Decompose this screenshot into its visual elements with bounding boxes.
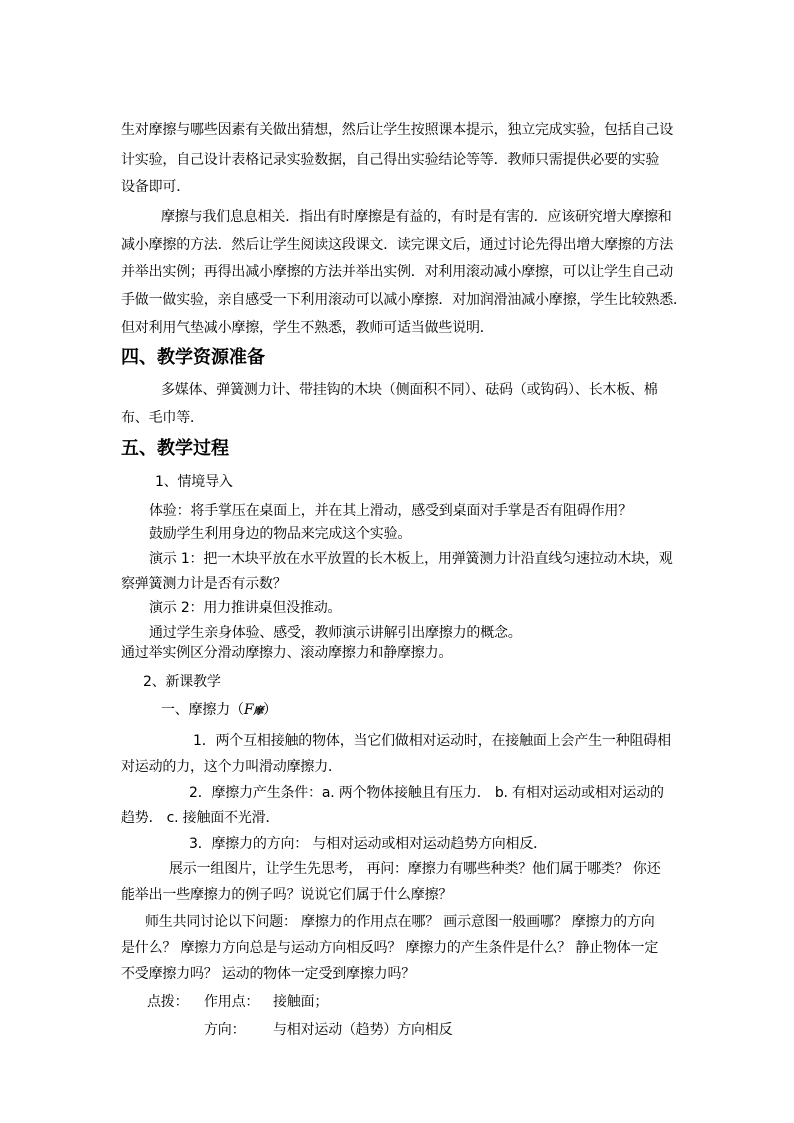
zuoyong-value: 接触面； [273,994,329,1010]
tongguo-line-1: 通过学生亲身体验、感受，教师演示讲解引出摩擦力的概念。 [149,625,522,641]
discuss-line-1: 师生共同讨论以下问题： 摩擦力的作用点在哪？ 画示意图一般画哪？ 摩擦力的方向 [145,914,655,930]
dianbo-label: 点拨： [147,994,189,1010]
demo-1-line-2: 察弹簧测力计是否有示数？ [121,576,287,592]
tiyan-line: 体验：将手掌压在桌面上，并在其上滑动，感受到桌面对手掌是否有阻碍作用？ [149,503,632,519]
friction-title-prefix: 一、摩擦力（ [161,702,244,718]
section-4-line-2: 布、毛巾等． [121,410,204,426]
paragraph-2-line-2: 减小摩擦的方法．然后让学生阅读这段课文．读完课文后，通过讨论先得出增大摩擦的方法 [121,237,673,253]
friction-title [161,700,277,722]
paragraph-2-line-4: 手做一做实验，亲自感受一下利用滚动可以减小摩擦．对加润滑油减小摩擦，学生比较熟悉． [121,292,687,308]
definition-2-line-2: 趋势． c. 接触面不光滑． [121,810,280,826]
friction-subscript: 摩 [253,706,264,717]
section-4-heading: 四、教学资源准备 [121,347,265,368]
paragraph-1-line-1: 生对摩擦与哪些因素有关做出猜想，然后让学生按照课本提示，独立完成实验，包括自己设 [121,122,673,138]
definition-3-line: 3．摩擦力的方向： 与相对运动或相对运动趋势方向相反． [189,836,547,852]
discuss-line-2: 是什么？ 摩擦力方向总是与运动方向相反吗？ 摩擦力的产生条件是什么？ 静止物体一定 [121,940,659,956]
demo-1-line-1: 演示 1：把一木块平放在水平放置的长木板上，用弹簧测力计沿直线匀速拉动木块，观 [149,551,673,567]
definition-1-line-1: 1．两个互相接触的物体，当它们做相对运动时，在接触面上会产生一种阻碍相 [193,733,671,749]
step-2-heading: 2、新课教学 [143,674,221,690]
fangxiang-value: 与相对运动（趋势）方向相反 [273,1022,453,1038]
guli-line: 鼓励学生利用身边的物品来完成这个实验。 [149,526,412,542]
paragraph-2-line-1: 摩擦与我们息息相关．指出有时摩擦是有益的，有时是有害的．应该研究增大摩擦和 [161,209,672,225]
tongguo-line-2: 通过举实例区分滑动摩擦力、滚动摩擦力和静摩擦力。 [121,645,453,661]
paragraph-2-line-5: 但对利用气垫减小摩擦，学生不熟悉，教师可适当做些说明． [121,320,494,336]
definition-1-line-2: 对运动的力，这个力叫滑动摩擦力． [121,759,342,775]
show-line-1: 展示一组图片，让学生先思考， 再问：摩擦力有哪些种类？他们属于哪类？ 你还 [169,861,661,877]
definition-2-line-1: 2．摩擦力产生条件：a. 两个物体接触且有压力． b. 有相对运动或相对运动的 [189,785,664,801]
zuoyong-label: 作用点： [204,994,260,1010]
discuss-line-3: 不受摩擦力吗？ 运动的物体一定受到摩擦力吗？ [121,966,416,982]
paragraph-2-line-3: 并举出实例；再得出减小摩擦的方法并举出实例．对利用滚动减小摩擦，可以让学生自己动 [121,264,673,280]
fangxiang-label: 方向： [204,1022,246,1038]
paragraph-1-line-2: 计实验，自己设计表格记录实验数据，自己得出实验结论等等．教师只需提供必要的实验 [121,152,660,168]
show-line-2: 能举出一些摩擦力的例子吗？说说它们属于什么摩擦？ [121,887,453,903]
friction-symbol: F [243,702,254,718]
demo-2-line: 演示 2：用力推讲桌但没推动。 [149,600,342,616]
section-5-heading: 五、教学过程 [121,438,229,459]
step-1-heading: 1、情境导入 [155,474,233,490]
paragraph-1-line-3: 设备即可． [121,179,190,195]
section-4-line-1: 多媒体、弹簧测力计、带挂钩的木块（侧面积不同）、砝码（或钩码）、长木板、棉 [161,382,658,398]
friction-title-suffix: ） [263,702,277,718]
